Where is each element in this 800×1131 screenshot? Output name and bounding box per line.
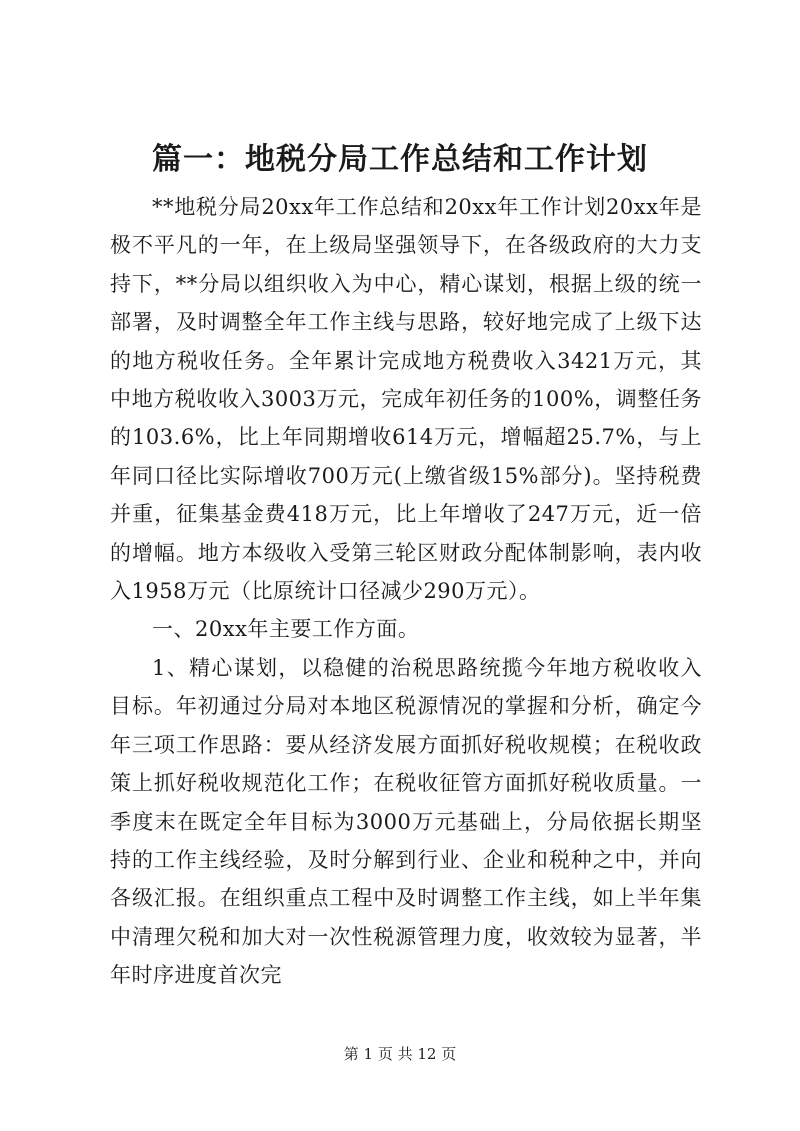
document-body — [110, 188, 702, 995]
page-footer: 第 1 页 共 12 页 — [343, 1045, 457, 1063]
paragraph-summary: **地税分局20xx年工作总结和20xx年工作计划20xx年是极不平凡的一年，在上级局坚强领导下，在各级政府的大力支持下，**分局以组织收入为中心，精心谋划，根据上级的统一部署，及时调整全年工作主线与思路，较好地完成了上级下达的地方税收任务。全年累计完成地方税费收入3421万元，其中地方税收收入3003万元，完成年初任务的100%，调整任务的103.6%，比上年同期增收614万元，增幅超25.7%，与上年同口径比实际增收700万元(上缴省级15%部分)。坚持税费并重，征集基金费418万元，比上年增收了247万元，近一倍的增幅。地方本级收入受第三轮区财政分配体制影响，表内收入1958万元（比原统计口径减少290万元）。 — [110, 195, 702, 604]
paragraph-section-heading: 一、20xx年主要工作方面。 — [152, 617, 420, 642]
paragraph-item-1: 1、精心谋划，以稳健的治税思路统揽今年地方税收收入目标。年初通过分局对本地区税源情况的掌握和分析，确定今年三项工作思路：要从经济发展方面抓好税收规模；在税收政策上抓好税收规范化工作；在税收征管方面抓好税收质量。一季度末在既定全年目标为3000万元基础上，分局依据长期坚持的工作主线经验，及时分解到行业、企业和税种之中，并向各级汇报。在组织重点工程中及时调整工作主线，如上半年集中清理欠税和加大对一次性税源管理力度，收效较为显著，半年时序进度首次完 — [110, 655, 702, 988]
document-title: 篇一：地税分局工作总结和工作计划 — [152, 142, 648, 177]
